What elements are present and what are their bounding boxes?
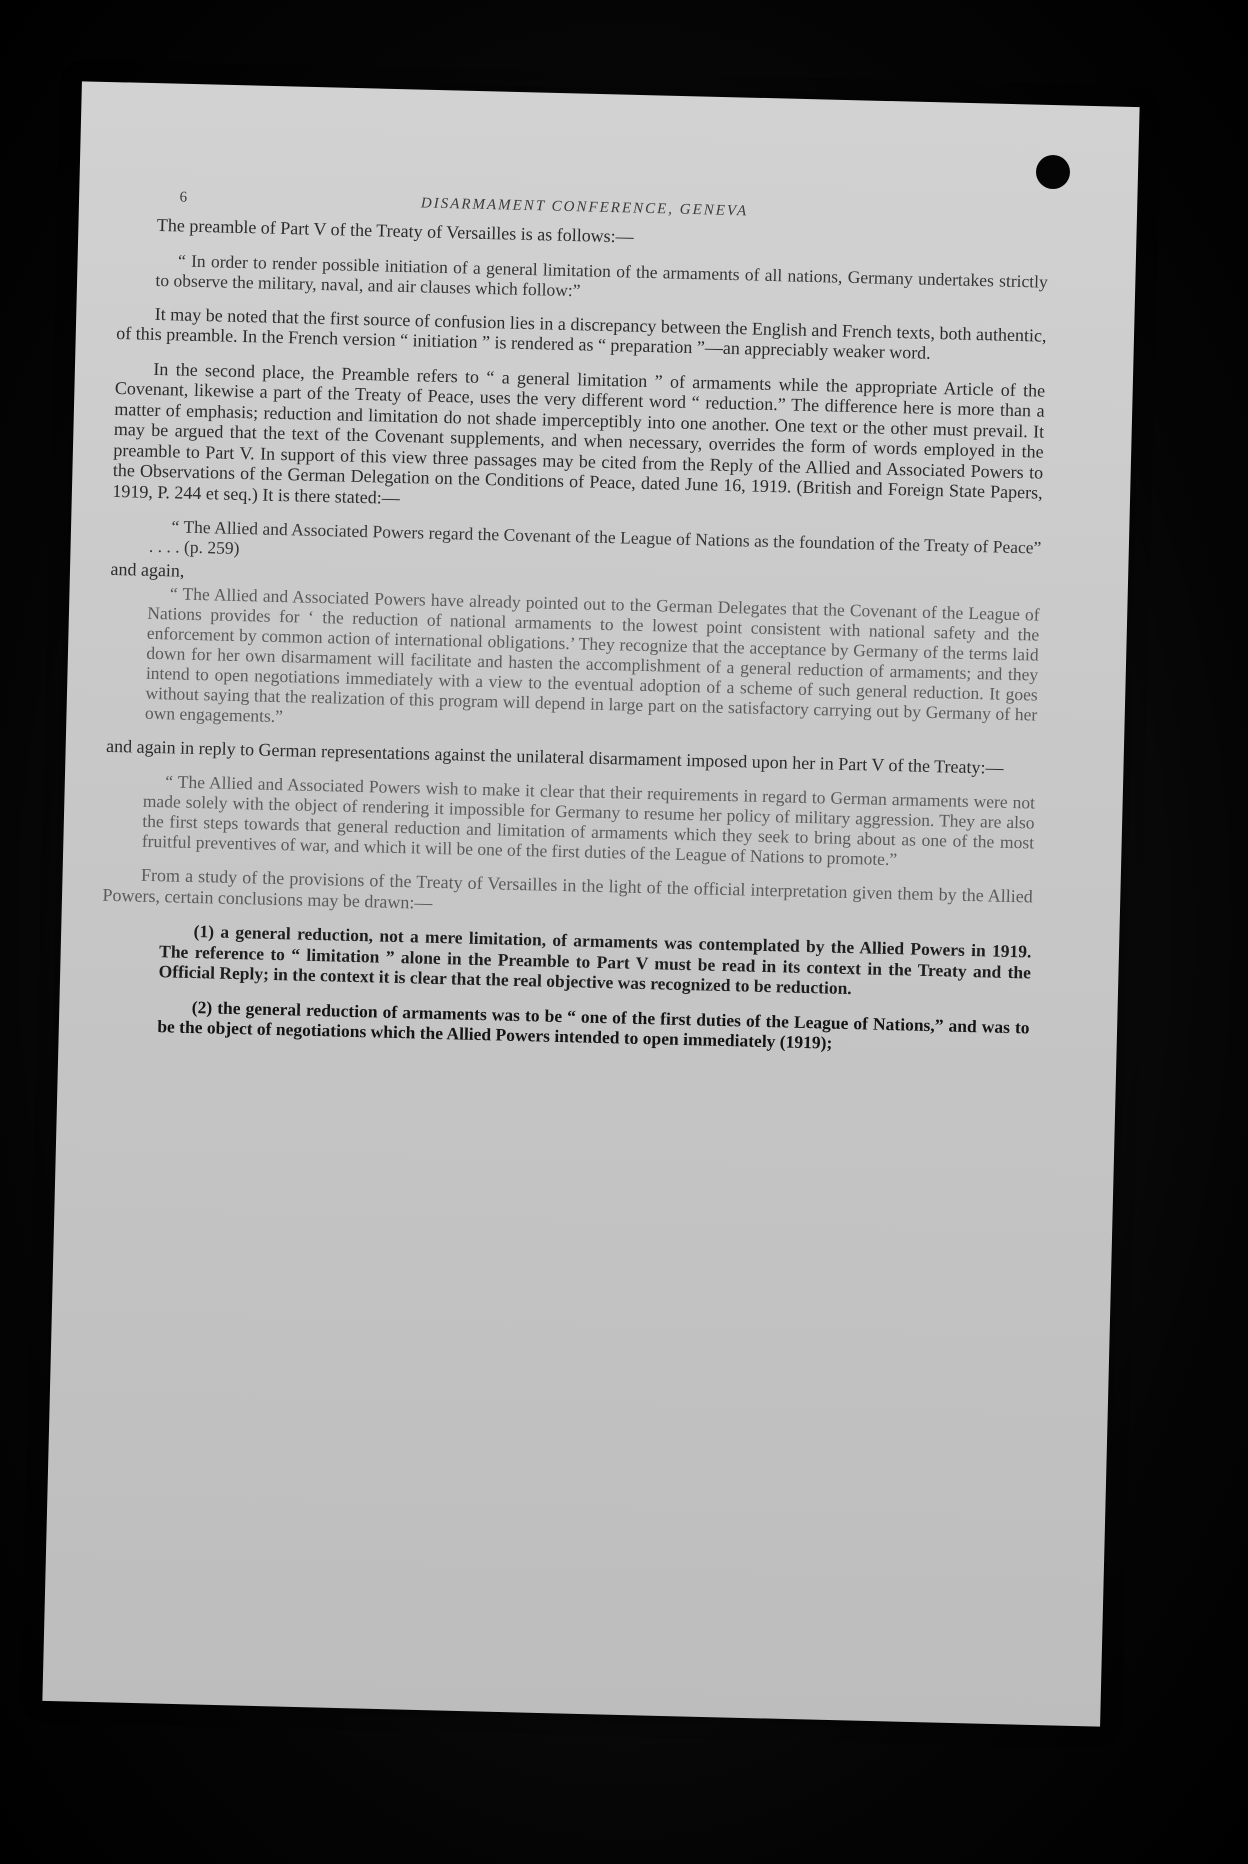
running-title: DISARMAMENT CONFERENCE, GENEVA bbox=[420, 195, 749, 220]
paragraph-intro: The preamble of Part V of the Treaty of Versailles is as follows:— bbox=[156, 214, 634, 247]
conclusion-item-1: (1) a general reduction, not a mere limitation, of armaments was contemplated by the Allied Powers in 1919. The reference to “ limitation ” alone in the Preamble to Part V must be read in its context in the Treaty and the Official Reply; in the context it is clear that the real objective was recognized to be reduction. bbox=[158, 921, 1032, 999]
paragraph-and-again: and again, bbox=[110, 558, 185, 581]
paragraph-unilateral: and again in reply to German representations against the unilateral disarmament imposed upon her in Part V of the Treaty:— bbox=[105, 735, 1004, 778]
page-content bbox=[86, 180, 1049, 1582]
paragraph-confusion: It may be noted that the first source of confusion lies in a discrepancy between the English and French texts, both authentic, of this preamble. In the French version “ initiation ” is rendered as “ preparation ”—an appreciably weaker word. bbox=[116, 303, 1047, 363]
punch-hole bbox=[1036, 155, 1070, 189]
quote-german-delegates: “ The Allied and Associated Powers have already pointed out to the German Delegates that the Covenant of the League of Nations provides for ‘ the reduction of national armaments to the lowest point consistent with national safety and the enforcement by common action of international obligations.’ They recognize that the acceptance by Germany of the terms laid down for her own disarmament will facilitate and hasten the accomplishment of a general reduction of armaments; and they intend to open negotiations immediately with a view to the eventual adoption of a scheme of such general reduction. It goes without saying that the realization of this program will depend in large part on the satisfactory carrying out by Germany of her own engagements.” bbox=[144, 582, 1040, 726]
paragraph-conclusions: From a study of the provisions of the Treaty of Versailles in the light of the official interpretation given them by the Allied Powers, certain conclusions may be drawn:— bbox=[102, 864, 1034, 913]
conclusion-item-2: (2) the general reduction of armaments was to be “ one of the first duties of the League of Nations,” and was to be the object of negotiations which the Allied Powers intended to open immediately (1919); bbox=[157, 996, 1030, 1053]
paragraph-second-place: In the second place, the Preamble refers to “ a general limitation ” of armaments while the appropriate Article of the Covenant, likewise a part of the Treaty of Peace, uses the very different word “ reduction.” The difference here is more than a matter of emphasis; reduction and limitation do not shade imperceptibly into one another. One text or the other must prevail. It may be argued that the text of the Covenant supplements, and when necessary, overrides the form of words employed in the preamble to Part V. In support of this view three passages may be cited from the Reply of the Allied and Associated Powers to the Observations of the German Delegation on the Conditions of Peace, dated June 16, 1919. (British and Foreign State Papers, 1919, P. 244 et seq.) It is there stated:— bbox=[112, 358, 1046, 508]
quote-requirements: “ The Allied and Associated Powers wish to make it clear that their requirements in regard to German armaments were not made solely with the object of rendering it impossible for Germany to resume her policy of military aggression. They are also the first steps towards that general reduction and limitation of armaments which they seek to bring about as one of the most fruitful preventives of war, and which it will be one of the first duties of the League of Nations to promote.” bbox=[141, 771, 1036, 870]
quote-covenant-foundation: “ The Allied and Associated Powers regard the Covenant of the League of Nations as the foundation of the Treaty of Peace” . . . . (p. 259) bbox=[148, 516, 1042, 559]
quote-preamble: “ In order to render possible initiation of a general limitation of the armaments of all nations, Germany undertakes strictly to observe the military, naval, and air clauses which follow:” bbox=[155, 249, 1049, 300]
page-number: 6 bbox=[179, 189, 190, 206]
